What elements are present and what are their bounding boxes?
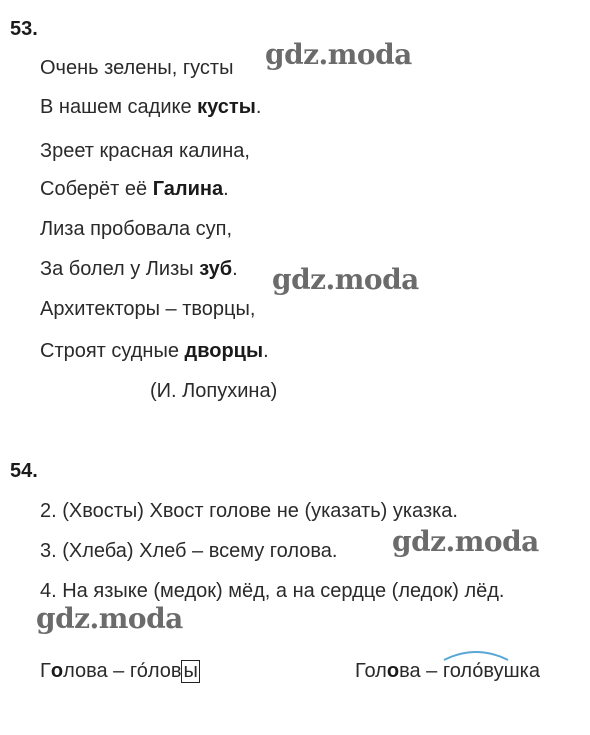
answer-line: 4. На языке (медок) мёд, а на сердце (ледок) лёд.: [40, 580, 505, 602]
watermark: gdz.moda: [36, 602, 183, 635]
watermark: gdz.moda: [265, 38, 412, 71]
watermark: gdz.moda: [272, 263, 419, 296]
poem-line: Очень зелены, густы: [40, 57, 234, 79]
ending-box: ы: [183, 660, 198, 682]
root-marked-word: голо́вушка: [443, 660, 540, 683]
poem-author: (И. Лопухина): [150, 380, 278, 402]
unstressed-vowel: о: [50, 660, 64, 682]
poem-line: В нашем садике кусты.: [40, 96, 262, 118]
answer-line: 2. (Хвосты) Хвост голове не (указать) указка.: [40, 500, 458, 522]
unstressed-vowel: о: [386, 660, 400, 682]
poem-line: Зреет красная калина,: [40, 140, 250, 162]
exercise-53-number: 53.: [10, 18, 38, 40]
poem-line: Соберёт её Галина.: [40, 178, 229, 200]
word-analysis-left: Голова – го́лов ы: [40, 660, 198, 682]
root-arc-icon: [441, 647, 511, 661]
watermark: gdz.moda: [392, 525, 539, 558]
poem-line: Архитекторы – творцы,: [40, 298, 256, 320]
poem-line: Лиза пробовала суп,: [40, 218, 233, 240]
answer-line: 3. (Хлеба) Хлеб – всему голова.: [40, 540, 338, 562]
poem-line: За болел у Лизы зуб.: [40, 258, 238, 280]
word-analysis-right: Голова – голо́вушка: [355, 660, 540, 683]
poem-line: Строят судные дворцы.: [40, 340, 269, 362]
exercise-54-number: 54.: [10, 460, 38, 482]
